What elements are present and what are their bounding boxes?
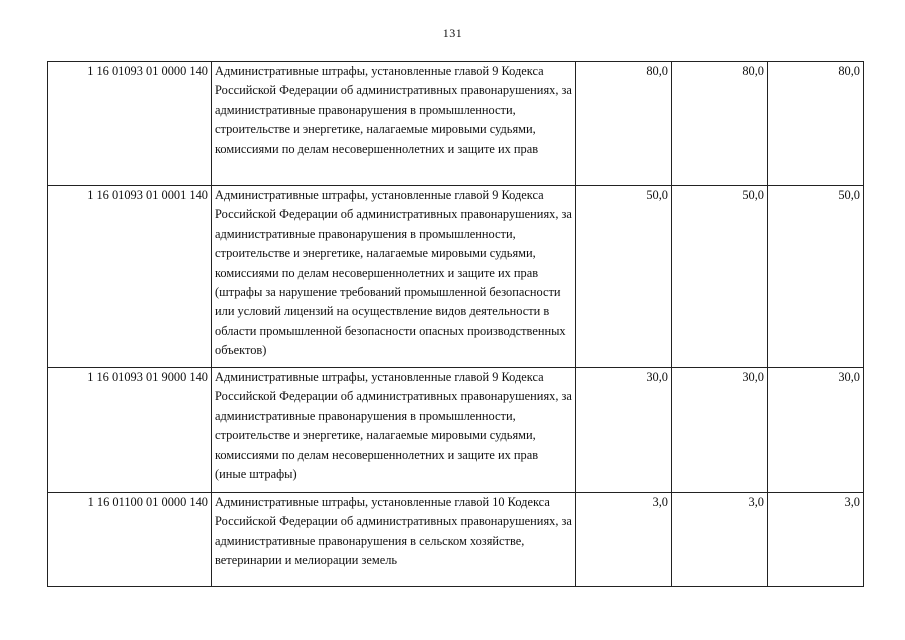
amount-year-1: 80,0 bbox=[576, 62, 672, 186]
amount-year-3: 30,0 bbox=[768, 368, 864, 493]
amount-year-2: 30,0 bbox=[672, 368, 768, 493]
table-row bbox=[48, 493, 864, 587]
table-row bbox=[48, 368, 864, 493]
table-row bbox=[48, 62, 864, 186]
amount-year-1: 30,0 bbox=[576, 368, 672, 493]
page-number: 131 bbox=[442, 26, 463, 40]
table-row bbox=[48, 186, 864, 368]
amount-year-1: 50,0 bbox=[576, 186, 672, 368]
budget-classification-code: 1 16 01100 01 0000 140 bbox=[48, 493, 212, 587]
revenue-description: Административные штрафы, установленные главой 9 Кодекса Российской Федерации об административных правонарушениях, за административные правонарушения в промышленности, строительстве и энергетике, налагаемые мировыми судьями, комиссиями по делам несовершеннолетних и защите их прав (иные штрафы) bbox=[212, 368, 576, 493]
budget-classification-code: 1 16 01093 01 9000 140 bbox=[48, 368, 212, 493]
amount-year-3: 80,0 bbox=[768, 62, 864, 186]
budget-classification-code: 1 16 01093 01 0001 140 bbox=[48, 186, 212, 368]
amount-year-2: 80,0 bbox=[672, 62, 768, 186]
budget-classification-code: 1 16 01093 01 0000 140 bbox=[48, 62, 212, 186]
revenue-description: Административные штрафы, установленные главой 10 Кодекса Российской Федерации об административных правонарушениях, за административные правонарушения в сельском хозяйстве, ветеринарии и мелиорации земель bbox=[212, 493, 576, 587]
revenue-description: Административные штрафы, установленные главой 9 Кодекса Российской Федерации об административных правонарушениях, за административные правонарушения в промышленности, строительстве и энергетике, налагаемые мировыми судьями, комиссиями по делам несовершеннолетних и защите их прав bbox=[212, 62, 576, 186]
budget-revenue-table bbox=[47, 61, 864, 587]
amount-year-1: 3,0 bbox=[576, 493, 672, 587]
amount-year-3: 3,0 bbox=[768, 493, 864, 587]
amount-year-2: 50,0 bbox=[672, 186, 768, 368]
amount-year-3: 50,0 bbox=[768, 186, 864, 368]
revenue-description: Административные штрафы, установленные главой 9 Кодекса Российской Федерации об административных правонарушениях, за административные правонарушения в промышленности, строительстве и энергетике, налагаемые мировыми судьями, комиссиями по делам несовершеннолетних и защите их прав (штрафы за нарушение требований промышленной безопасности или условий лицензий на осуществление видов деятельности в области промышленной безопасности опасных производственных объектов) bbox=[212, 186, 576, 368]
amount-year-2: 3,0 bbox=[672, 493, 768, 587]
